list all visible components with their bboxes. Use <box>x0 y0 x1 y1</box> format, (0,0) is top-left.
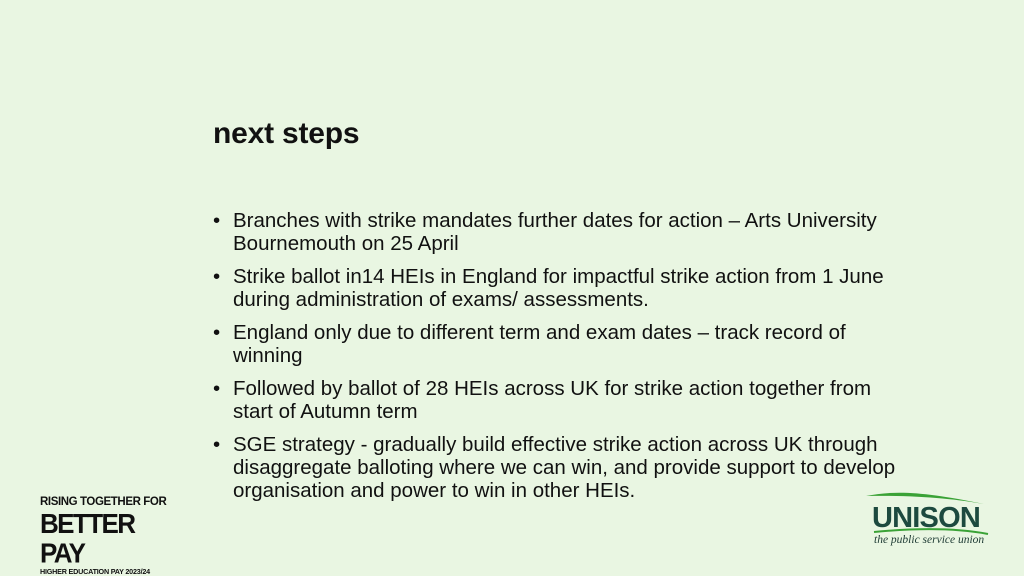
campaign-logo <box>40 496 170 576</box>
bullet-text: Followed by ballot of 28 HEIs across UK for strike action together from start of Autumn term <box>233 377 872 423</box>
bullet-dot: • <box>213 209 221 232</box>
campaign-logo-line3: HIGHER EDUCATION PAY 2023/24 <box>40 567 150 576</box>
campaign-logo-line2: BETTER PAY <box>40 507 135 569</box>
slide-title: next steps <box>213 117 360 150</box>
unison-tagline: the public service union <box>874 534 985 546</box>
bullet-dot: • <box>213 321 221 344</box>
bullet-item <box>213 265 913 311</box>
bullet-dot: • <box>213 265 221 288</box>
bullet-text: Branches with strike mandates further dates for action – Arts University Bournemouth on 25 April <box>233 209 877 255</box>
bullet-text: SGE strategy - gradually build effective strike action across UK through disaggregate balloting where we can win, and provide support to develop organisation and power to win in other HEIs. <box>233 433 896 502</box>
bullet-item <box>213 377 913 423</box>
bullet-dot: • <box>213 433 221 456</box>
bullet-text: England only due to different term and exam dates – track record of winning <box>233 321 846 367</box>
bullet-item <box>213 321 913 367</box>
unison-logo <box>866 490 996 552</box>
unison-wordmark: UNISON <box>872 502 980 534</box>
campaign-logo-line1: RISING TOGETHER FOR <box>40 496 167 508</box>
bullet-list <box>213 209 913 512</box>
bullet-dot: • <box>213 377 221 400</box>
bullet-item <box>213 433 913 502</box>
bullet-item <box>213 209 913 255</box>
bullet-text: Strike ballot in14 HEIs in England for impactful strike action from 1 June during administration of exams/ assessments. <box>233 265 884 311</box>
